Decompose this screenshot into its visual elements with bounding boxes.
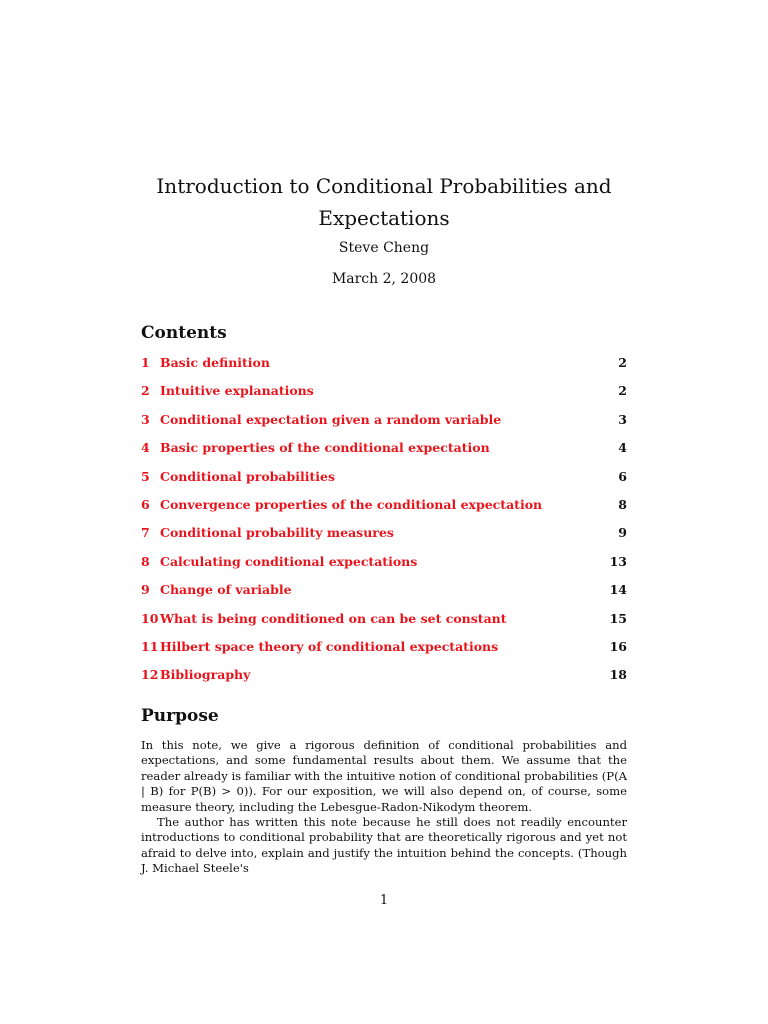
toc-entry-label: Convergence properties of the conditional expectation [160,496,543,512]
toc-entry-number: 8 [141,553,150,569]
toc-entry-label: Basic definition [160,355,270,370]
toc-entry-page: 4 [618,440,627,456]
toc-entry-number: 7 [141,525,150,541]
table-of-contents [141,355,627,696]
toc-entry-label: Bibliography [160,667,251,683]
toc-entry-page: 2 [618,355,627,370]
toc-entry-number: 4 [141,440,150,456]
purpose-paragraph-2: The author has written this note because he still does not readily encounter introductions to conditional probability that are theoretically rigorous and yet not afraid to delve into, explain and justify the intuition behind the concepts. (Though J. Michael Steele's [141,815,627,876]
toc-entry-number: 5 [141,468,150,484]
toc-entry-label: What is being conditioned on can be set constant [160,610,507,626]
publication-date: March 2, 2008 [331,271,437,287]
toc-entry-3[interactable] [141,412,627,440]
toc-entry-page: 9 [618,525,627,541]
toc-entry-label: Basic properties of the conditional expectation [160,440,490,456]
toc-entry-page: 3 [618,411,627,427]
toc-entry-8[interactable] [141,554,627,582]
toc-entry-number: 11 [141,638,159,654]
toc-entry-page: 8 [618,496,627,512]
toc-entry-11[interactable] [141,639,627,667]
toc-entry-page: 18 [609,667,627,683]
toc-entry-label: Intuitive explanations [160,383,314,399]
purpose-paragraph-1: In this note, we give a rigorous definition of conditional probabilities and expectations, and some fundamental results about them. We assume that the reader already is familiar with the intuitive notion of conditional probabilities (P(A | B) for P(B) > 0)). For our exposition, we will also depend on, of course, some measure theory, including the Lebesgue-Radon-Nikodym theorem. [141,738,627,814]
toc-entry-page: 15 [609,610,627,626]
toc-entry-number: 10 [141,610,159,626]
toc-entry-page: 2 [618,383,627,399]
page-number: 1 [379,893,389,908]
toc-entry-label: Conditional probabilities [160,468,336,484]
purpose-heading: Purpose [141,706,219,726]
toc-entry-number: 12 [141,667,159,683]
toc-entry-number: 9 [141,582,150,598]
toc-entry-4[interactable] [141,440,627,468]
paper-title: Introduction to Conditional Probabilities and Expectations [156,174,612,230]
toc-entry-page: 13 [609,553,627,569]
toc-entry-5[interactable] [141,469,627,497]
toc-entry-label: Calculating conditional expectations [160,553,418,569]
purpose-body [141,738,627,877]
toc-entry-number: 6 [141,496,150,512]
toc-entry-number: 3 [141,411,150,427]
author-name: Steve Cheng [338,240,430,256]
toc-entry-10[interactable] [141,611,627,639]
toc-entry-label: Conditional probability measures [160,525,394,541]
toc-entry-page: 16 [609,638,627,654]
toc-entry-9[interactable] [141,582,627,610]
contents-heading: Contents [141,323,227,343]
toc-entry-number: 1 [141,355,150,370]
toc-entry-6[interactable] [141,497,627,525]
toc-entry-number: 2 [141,383,150,399]
toc-entry-page: 6 [618,468,627,484]
toc-entry-2[interactable] [141,383,627,411]
toc-entry-label: Hilbert space theory of conditional expectations [160,638,499,654]
toc-entry-label: Conditional expectation given a random variable [160,411,502,427]
toc-entry-7[interactable] [141,525,627,553]
toc-entry-12[interactable] [141,667,627,695]
toc-entry-1[interactable] [141,355,627,383]
toc-entry-page: 14 [609,582,627,598]
toc-entry-label: Change of variable [160,582,292,598]
